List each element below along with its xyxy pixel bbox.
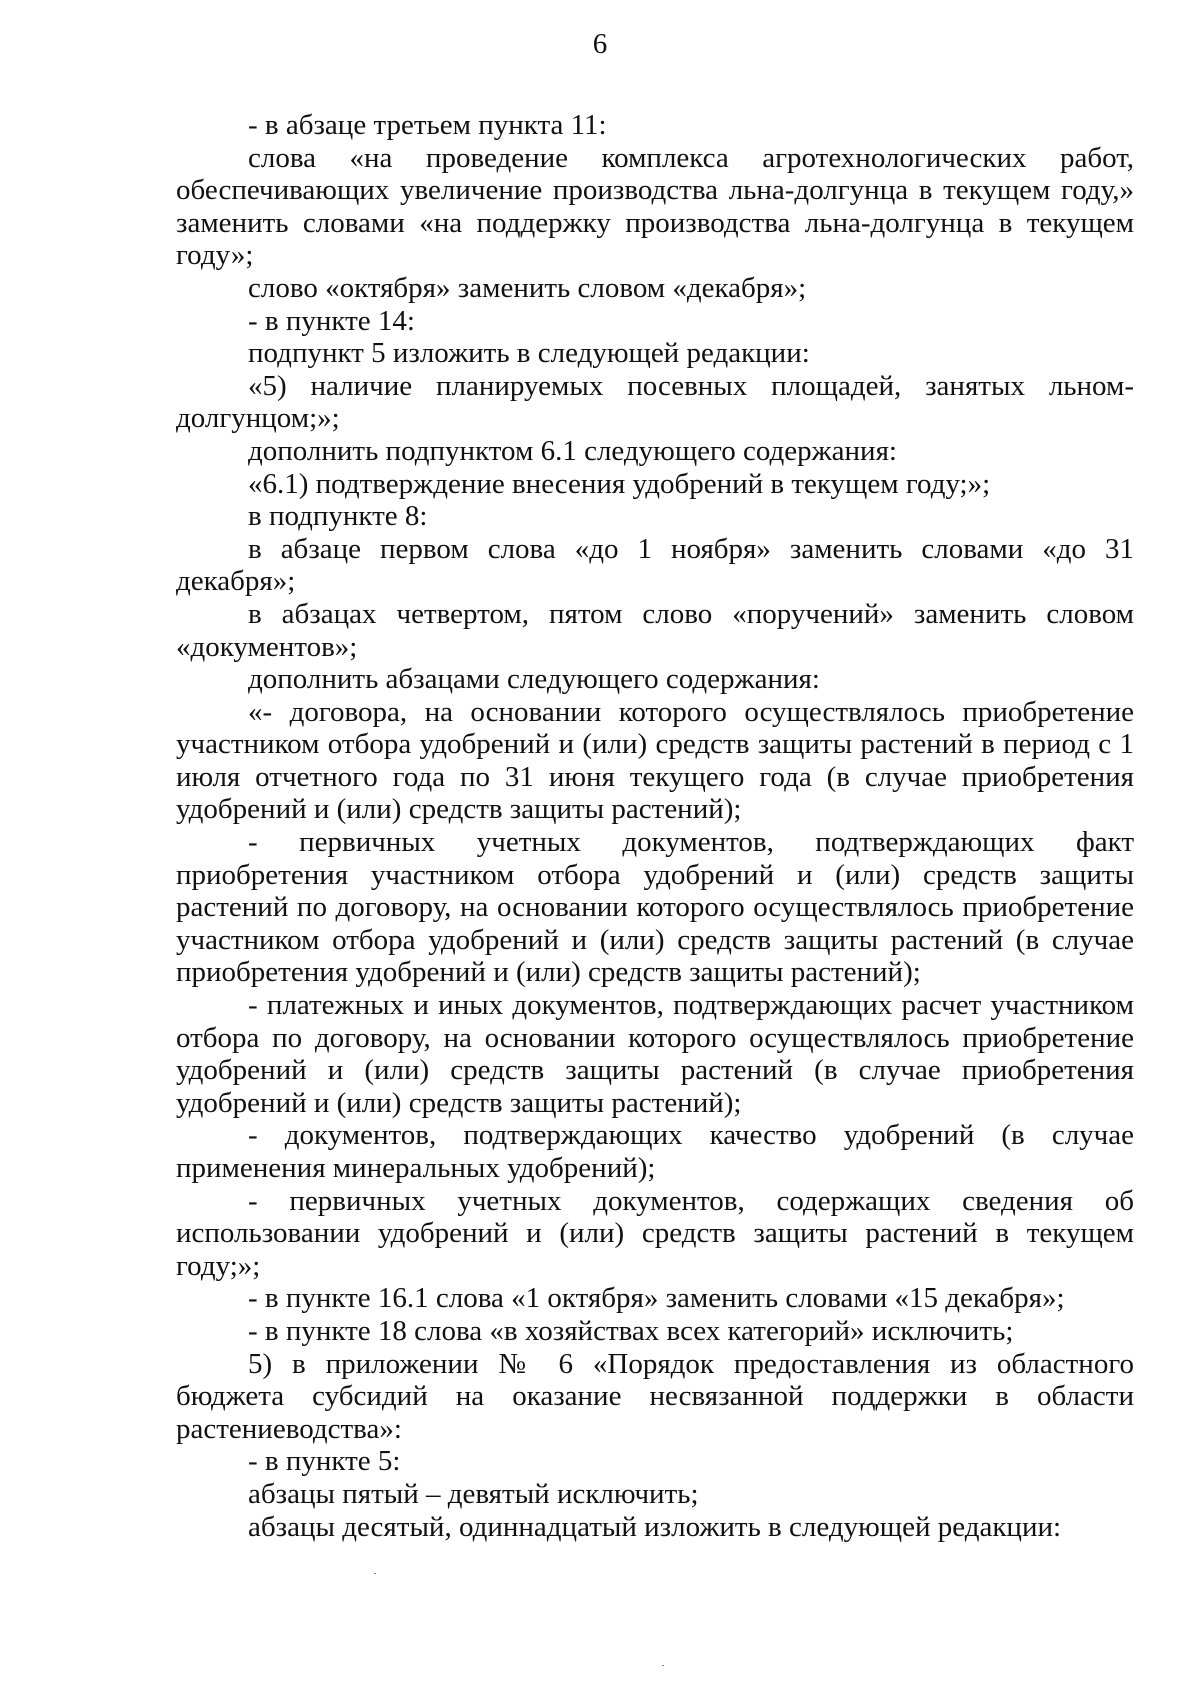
paragraph: в абзаце первом слова «до 1 ноября» заменить словами «до 31 декабря»; — [176, 532, 1134, 598]
paragraph: «5) наличие планируемых посевных площадей, занятых льном-долгунцом;»; — [176, 369, 1134, 435]
paragraph: «6.1) подтверждение внесения удобрений в текущем году;»; — [248, 467, 991, 500]
paragraph: - в абзаце третьем пункта 11: — [248, 109, 607, 141]
scan-speck — [662, 1665, 664, 1666]
paragraph: - первичных учетных документов, подтверждающих факт приобретения участником отбора удобрений и (или) средств защиты растений по договору, на основании которого осуществлялось приобретение участником отбора удобрений и (или) средств защиты растений (в случае приобретения удобрений и (или) средств защиты растений); — [176, 826, 1134, 989]
paragraph: в абзацах четвертом, пятом слово «поручений» заменить словом «документов»; — [176, 597, 1134, 663]
paragraph: «- договора, на основании которого осуществлялось приобретение участником отбора удобрений и (или) средств защиты растений в период с 1 июля отчетного года по 31 июня текущего года (в случае приобретения удобрений и (или) средств защиты растений); — [176, 695, 1134, 826]
paragraph: - в пункте 14: — [248, 304, 415, 337]
paragraph: дополнить подпунктом 6.1 следующего содержания: — [248, 434, 897, 467]
paragraph: абзацы десятый, одиннадцатый изложить в следующей редакции: — [248, 1510, 1062, 1543]
paragraph: - в пункте 5: — [248, 1445, 401, 1478]
paragraph: - платежных и иных документов, подтверждающих расчет участником отбора по договору, на основании которого осуществлялось приобретение удобрений и (или) средств защиты растений (в случае приобретения удобрений и (или) средств защиты растений); — [176, 989, 1134, 1119]
paragraph: - в пункте 18 слова «в хозяйствах всех категорий» исключить; — [248, 1314, 1014, 1347]
paragraph: абзацы пятый – девятый исключить; — [248, 1477, 699, 1510]
scan-speck — [374, 1573, 376, 1574]
paragraph: дополнить абзацами следующего содержания: — [248, 663, 820, 696]
page-number: 6 — [592, 28, 608, 60]
paragraph: подпункт 5 изложить в следующей редакции: — [248, 337, 810, 370]
paragraph: в подпункте 8: — [248, 500, 428, 533]
paragraph: - первичных учетных документов, содержащих сведения об использовании удобрений и (или) средств защиты растений в текущем году;»; — [176, 1184, 1134, 1282]
document-body — [176, 109, 1134, 1543]
paragraph: 5) в приложении № 6 «Порядок предоставления из областного бюджета субсидий на оказание несвязанной поддержки в области растениеводства»: — [176, 1347, 1134, 1445]
paragraph: слово «октября» заменить словом «декабря»; — [248, 271, 807, 304]
paragraph: - в пункте 16.1 слова «1 октября» заменить словами «15 декабря»; — [248, 1282, 1065, 1315]
paragraph: - документов, подтверждающих качество удобрений (в случае применения минеральных удобрений); — [176, 1119, 1134, 1184]
paragraph: слова «на проведение комплекса агротехнологических работ, обеспечивающих увеличение производства льна-долгунца в текущем году,» заменить словами «на поддержку производства льна-долгунца в текущем году»; — [176, 141, 1134, 272]
